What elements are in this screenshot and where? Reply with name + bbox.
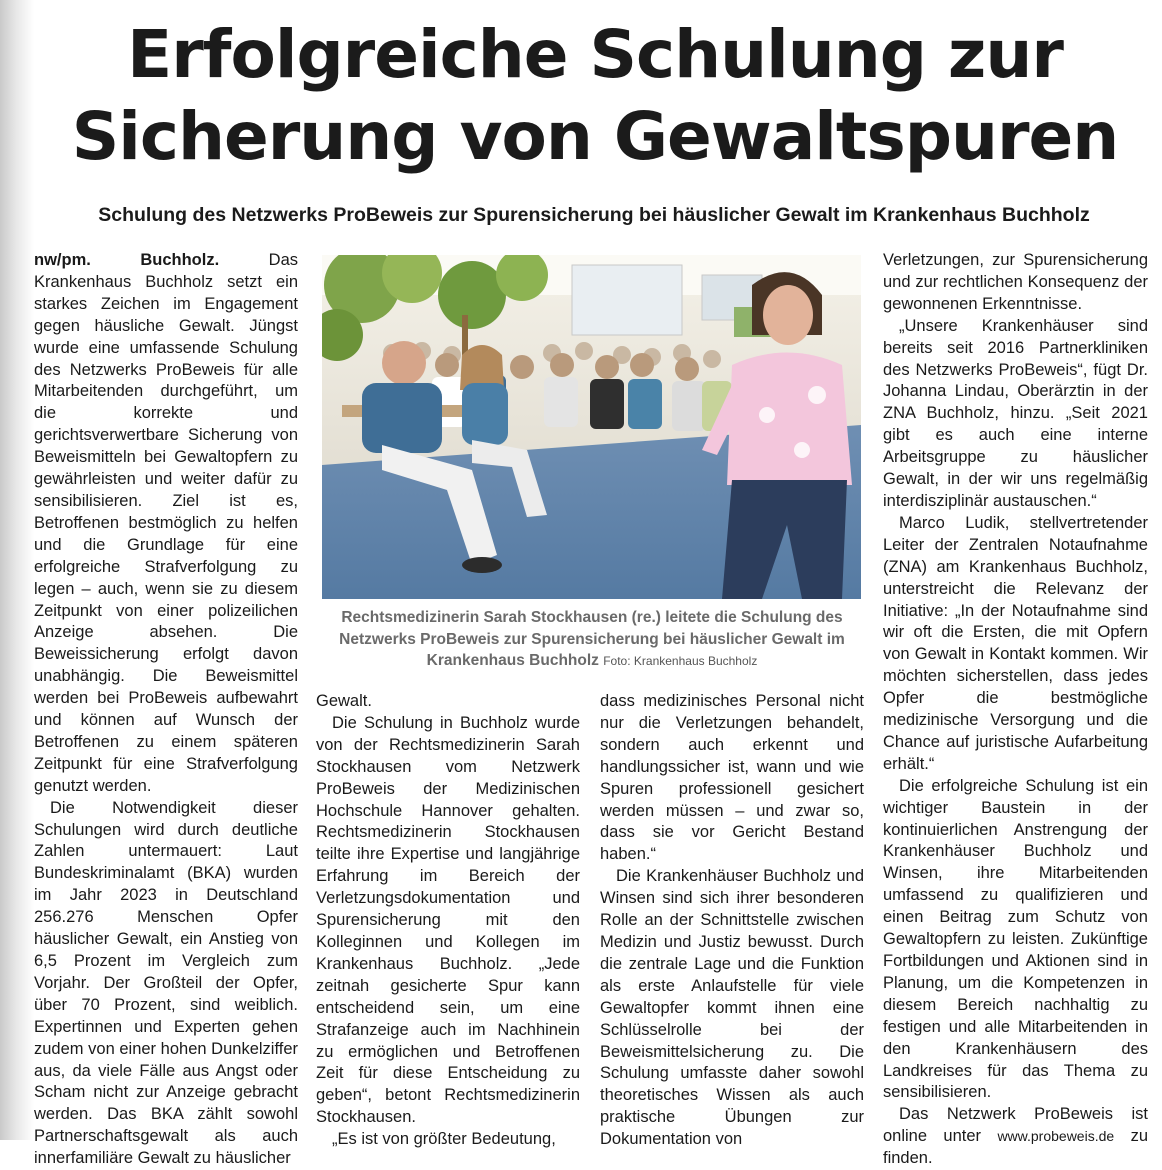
article-column-1 [34,250,298,1170]
paragraph: „Es ist von größter Bedeutung, [332,1130,556,1149]
paragraph-text: Das Krankenhaus Buchholz setzt ein starkes Zeichen im Engagement gegen häusliche Gewalt. Jüngst wurde eine umfassende Schulung des Netzwerks ProBeweis für alle Mitarbeitenden durchgeführt, um die korrekte und gerichtsverwertbare Sicherung von Beweismitteln bei Gewaltopfern zu gewährleisten und weiter dafür zu sensibilisieren. Ziel ist es, Betroffenen bestmöglich zu helfen und die Grundlage für eine erfolgreiche Strafverfolgung zu legen – auch, wenn sie zu diesem Zeitpunkt von einer polizeilichen Anzeige absehen. Die Beweissicherung erfolgt davon unabhängig. Die Beweismittel werden bei ProBeweis aufbewahrt und können auf Wunsch der Betroffenen zu einem späteren Zeitpunkt für eine Strafverfolgung genutzt werden. [34,251,298,795]
page-edge-shadow [0,0,34,1140]
paragraph: Die Krankenhäuser Buchholz und Winsen sind sich ihrer besonderen Rolle an der Schnittstelle zwischen Medizin und Justiz bewusst. Durch die zentrale Lage und die Funktion als erste Anlaufstelle für viele Gewaltopfer kommt ihnen eine Schlüsselrolle bei der Beweismittelsicherung zu. Die Schulung umfasste daher sowohl theoretisches Wissen als auch praktische Übungen zur Dokumentation von [600,867,864,1149]
headline: Erfolgreiche Schulung zur Sicherung von Gewaltspuren [71,16,1119,175]
article-column-4 [883,250,1148,1170]
article-column-2 [316,691,580,1151]
paragraph [883,1104,1148,1170]
photo-caption [318,607,866,673]
website-link[interactable]: www.probeweis.de [997,1128,1115,1145]
subheadline: Schulung des Netzwerks ProBeweis zur Spurensicherung bei häuslicher Gewalt im Krankenhaus Buchholz [98,204,1090,226]
paragraph: Marco Ludik, stellvertretender Leiter der Zentralen Notaufnahme (ZNA) am Krankenhaus Buchholz, unterstreicht die Relevanz der Initiative: „In der Notaufnahme sind wir oft die Ersten, die mit Opfern von Gewalt in Kontakt kommen. Wir möchten sicherstellen, dass jedes Opfer die bestmögliche medizinische Versorgung und die Chance auf juristische Aufarbeitung erhält.“ [883,513,1148,773]
paragraph [34,250,298,798]
paragraph: Gewalt. [316,692,372,710]
paragraph: Die Schulung in Buchholz wurde von der Rechtsmedizinerin Sarah Stockhausen vom Netzwerk ProBeweis der Medizinischen Hochschule Hannover gehalten. Rechtsmedizinerin Stockhausen teilte ihre Expertise und langjährige Erfahrung im Bereich der Verletzungsdokumentation und Spurensicherung mit den Kolleginnen und Kollegen im Krankenhaus Buchholz. „Jede zeitnah gesicherte Spur kann entscheidend sein, um eine Strafanzeige auch im Nachhinein zu ermöglichen und Betroffenen Zeit für diese Entscheidung zu geben“, betont Rechtsmedizinerin Stockhausen. [316,713,580,1127]
photo-credit: Foto: Krankenhaus Buchholz [603,654,758,668]
paragraph-text: zu finden. [883,1127,1148,1168]
paragraph-text: Das Netzwerk ProBeweis ist online unter [883,1105,1148,1146]
caption-text: Rechtsmedizinerin Sarah Stockhausen (re.) leitete die Schulung des Netzwerks ProBeweis zur Spurensicherung bei häuslicher Gewalt im Krankenhaus Buchholz [339,609,845,669]
paragraph: dass medizinisches Personal nicht nur die Verletzungen behandelt, sondern auch erkennt und handlungssicher ist, wann und wie Spuren professionell gesichert werden müssen – und zwar so, dass sie vor Gericht Bestand haben.“ [600,692,864,864]
paragraph: Verletzungen, zur Spurensicherung und zur rechtlichen Konsequenz der gewonnenen Erkenntnisse. [883,251,1148,313]
training-photo-illustration [322,255,861,599]
paragraph: Die Notwendigkeit dieser Schulungen wird durch deutliche Zahlen untermauert: Laut Bundeskriminalamt (BKA) wurden im Jahr 2023 in Deutschland 256.276 Menschen Opfer häuslicher Gewalt, ein Anstieg von 6,5 Prozent im Vergleich zum Vorjahr. Der Großteil der Opfer, über 70 Prozent, sind weiblich. Expertinnen und Experten gehen zudem von einer hohen Dunkelziffer aus, da viele Fälle aus Angst oder Scham nicht zur Anzeige gebracht werden. Das BKA zählt sowohl Partnerschaftsgewalt als auch innerfamiliäre Gewalt zu häuslicher [34,798,298,1168]
article-photo [322,255,861,599]
dateline: nw/pm. Buchholz. [34,251,220,269]
paragraph: „Unsere Krankenhäuser sind bereits seit 2016 Partnerkliniken des Netzwerks ProBeweis“, fügt Dr. Johanna Lindau, Oberärztin in der ZNA Buchholz, hinzu. „Seit 2021 gibt es auch eine interne Arbeitsgruppe zu häuslicher Gewalt, in der wir uns regelmäßig interdisziplinär austauschen.“ [883,316,1148,510]
paragraph: Die erfolgreiche Schulung ist ein wichtiger Baustein in der kontinuierlichen Anstrengung der Krankenhäuser Buchholz und Winsen, ihre Mitarbeitenden umfassend zu qualifizieren und einen Beitrag zum Schutz von Gewaltopfern zu leisten. Zukünftige Fortbildungen und Aktionen sind in Planung, um die Kompetenzen in diesem Bereich nachhaltig zu festigen und alle Mitarbeitenden in den Krankenhäusern des Landkreises für das Thema zu sensibilisieren. [883,776,1148,1102]
article-column-3 [600,691,864,1151]
